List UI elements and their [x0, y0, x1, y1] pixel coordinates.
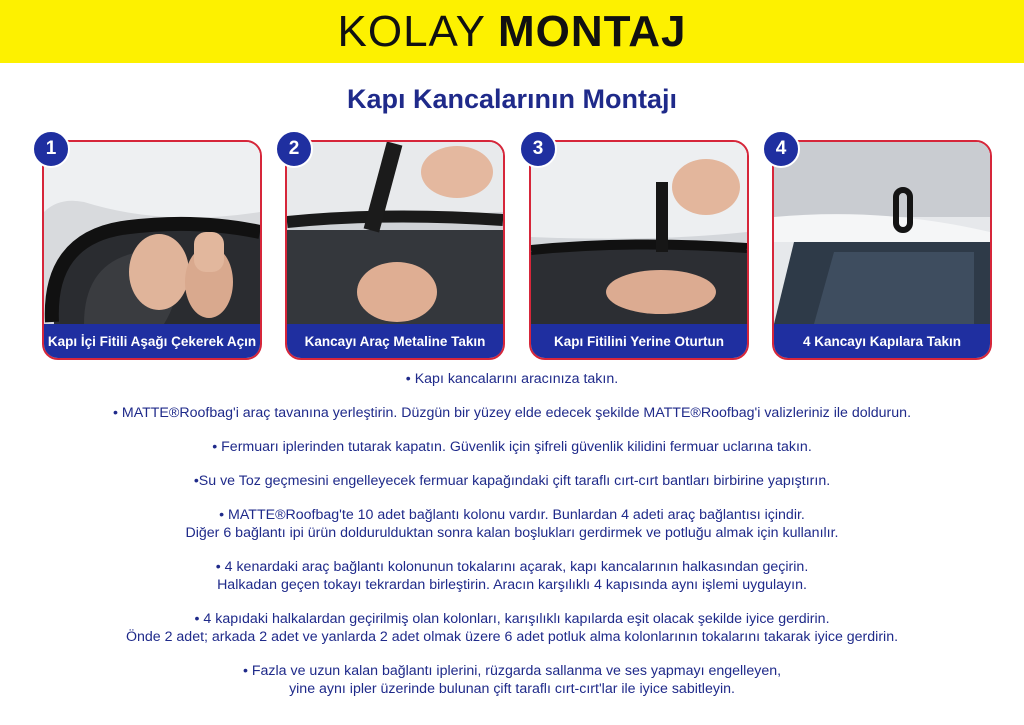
instruction-line: • Kapı kancalarını aracınıza takın. [405, 371, 619, 387]
step-photo-door-seal [44, 142, 260, 324]
instruction-item [0, 662, 1024, 698]
step-frame [285, 140, 505, 360]
step-card-3 [529, 140, 749, 360]
section-title: Kapı Kancalarının Montajı [346, 84, 678, 114]
step-number-badge: 1 [32, 130, 70, 168]
instruction-line: •Su ve Toz geçmesini engelleyecek fermuar kapağındaki çift taraflı cırt-cırt bantları birbirine yapıştırın. [193, 473, 831, 489]
step-card-2 [285, 140, 505, 360]
instruction-line: Önde 2 adet; arkada 2 adet ve yanlarda 2 adet olmak üzere 6 adet potluk alma kolonlarının tokalarını takarak iyice gerdirin. [125, 629, 899, 645]
banner-title-bold: MONTAJ [497, 6, 687, 56]
banner-title-light: KOLAY [337, 6, 486, 56]
step-card-4 [772, 140, 992, 360]
steps-row [0, 130, 1024, 365]
instruction-item [0, 404, 1024, 422]
instruction-item [0, 506, 1024, 542]
instruction-list [0, 370, 1024, 714]
instruction-item [0, 472, 1024, 490]
instruction-line: Diğer 6 bağlantı ipi ürün doldurulduktan sonra kalan boşlukları gerdirmek ve potluğu almak için kullanılır. [185, 525, 839, 541]
instruction-item [0, 610, 1024, 646]
step-number-badge: 4 [762, 130, 800, 168]
step-photo-door-seal-seat [531, 142, 747, 324]
instruction-line: • Fazla ve uzun kalan bağlantı iplerini, rüzgarda sallanma ve ses yapmayı engelleyen, [242, 663, 782, 679]
instruction-item [0, 558, 1024, 594]
step-frame [529, 140, 749, 360]
step-card-1 [42, 140, 262, 360]
step-frame [42, 140, 262, 360]
instruction-line: yine aynı ipler üzerinde bulunan çift taraflı cırt-cırt'lar ile iyice sabitleyin. [289, 681, 735, 697]
instruction-line: • MATTE®Roofbag'te 10 adet bağlantı kolonu vardır. Bunlardan 4 adeti araç bağlantısı içindir. [219, 507, 805, 523]
instruction-line: • MATTE®Roofbag'i araç tavanına yerleştirin. Düzgün bir yüzey elde edecek şekilde MATTE®Roofbag'i valizleriniz ile doldurun. [112, 405, 912, 421]
header-banner [0, 0, 1024, 63]
step-caption: Kancayı Araç Metaline Takın [287, 324, 503, 358]
step-caption: Kapı Fitilini Yerine Oturtun [531, 324, 747, 358]
instruction-item [0, 438, 1024, 456]
instruction-item [0, 370, 1024, 388]
step-caption: Kapı İçi Fitili Aşağı Çekerek Açın [44, 324, 260, 358]
instruction-line: • 4 kapıdaki halkalardan geçirilmiş olan kolonları, karışılıklı kapılarda eşit olacak şekilde iyice gerdirin. [194, 611, 830, 627]
step-caption: 4 Kancayı Kapılara Takın [774, 324, 990, 358]
instruction-line: • 4 kenardaki araç bağlantı kolonunun tokalarını açarak, kapı kancalarının halkasından geçirin. [215, 559, 809, 575]
step-photo-hook-metal [287, 142, 503, 324]
step-number-badge: 3 [519, 130, 557, 168]
step-frame [772, 140, 992, 360]
step-number-badge: 2 [275, 130, 313, 168]
instruction-line: • Fermuarı iplerinden tutarak kapatın. Güvenlik için şifreli güvenlik kilidini fermuar uclarına takın. [212, 439, 812, 455]
banner-title [337, 6, 687, 56]
step-photo-four-hooks [774, 142, 990, 324]
instruction-line: Halkadan geçen tokayı tekrardan birleştirin. Aracın karşılıklı 4 kapısında aynı işlemi uygulayın. [217, 577, 807, 593]
